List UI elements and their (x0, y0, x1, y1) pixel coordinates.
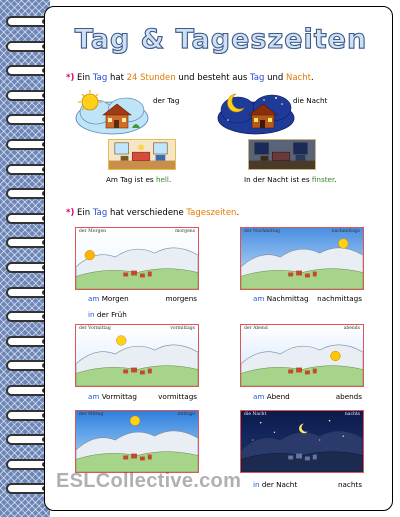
scene-picture (240, 227, 364, 290)
night-sentence: In der Nacht ist es finster. (244, 175, 337, 184)
scene-picture (75, 227, 199, 290)
scene-adverb: nachts (337, 480, 362, 489)
scene-phrase-alt: in der Früh (88, 310, 127, 319)
scene-phrase: am Abend (253, 392, 290, 401)
night-caption: die Nacht (293, 96, 328, 105)
scene-adverb-label: nachts (344, 412, 360, 417)
day-room-picture (108, 139, 176, 170)
night-cloud-illustration (216, 88, 296, 136)
section2-sentence: *) Ein Tag hat verschiedene Tageszeiten. (66, 208, 240, 218)
scene-label: der Vormittag (79, 326, 111, 331)
scene-phrase: am Morgen (88, 294, 129, 303)
scene-picture (75, 324, 199, 387)
scene-adverb: vormittags (158, 392, 197, 401)
scene-phrase: am Nachmittag (253, 294, 309, 303)
scene-adverb: abends (335, 392, 362, 401)
scene-label: der Nachmittag (244, 229, 281, 234)
scene-adverb: morgens (165, 294, 197, 303)
scene-label: der Morgen (79, 229, 107, 234)
scene-adverb-label: abends (343, 326, 360, 331)
scene-adverb-label: vormittags (170, 326, 195, 331)
day-caption: der Tag (153, 96, 180, 105)
scene-adverb-label: morgens (175, 229, 195, 234)
night-room-picture (248, 139, 316, 170)
scene-label: die Nacht (244, 412, 267, 417)
scene-adverb: nachmittags (317, 294, 362, 303)
bullet-icon: *) (66, 208, 75, 218)
scene-phrase: in der Nacht (253, 480, 298, 489)
scene-adverb-label: nachmittags (331, 229, 360, 234)
scene-picture (75, 410, 199, 473)
day-sentence: Am Tag ist es hell. (106, 175, 172, 184)
scene-picture (240, 410, 364, 473)
bullet-icon: *) (66, 73, 75, 83)
watermark: ESLCollective.com (56, 470, 242, 492)
page-title: Tag & Tageszeiten (74, 24, 368, 55)
section1-sentence: *) Ein Tag hat 24 Stunden und besteht aus Tag und Nacht. (66, 73, 314, 83)
scene-phrase: am Vormittag (88, 392, 137, 401)
day-cloud-illustration (74, 90, 150, 136)
scene-picture (240, 324, 364, 387)
scene-label: der Abend (244, 326, 268, 331)
scene-label: der Mittag (79, 412, 104, 417)
scene-adverb-label: mittags (177, 412, 195, 417)
